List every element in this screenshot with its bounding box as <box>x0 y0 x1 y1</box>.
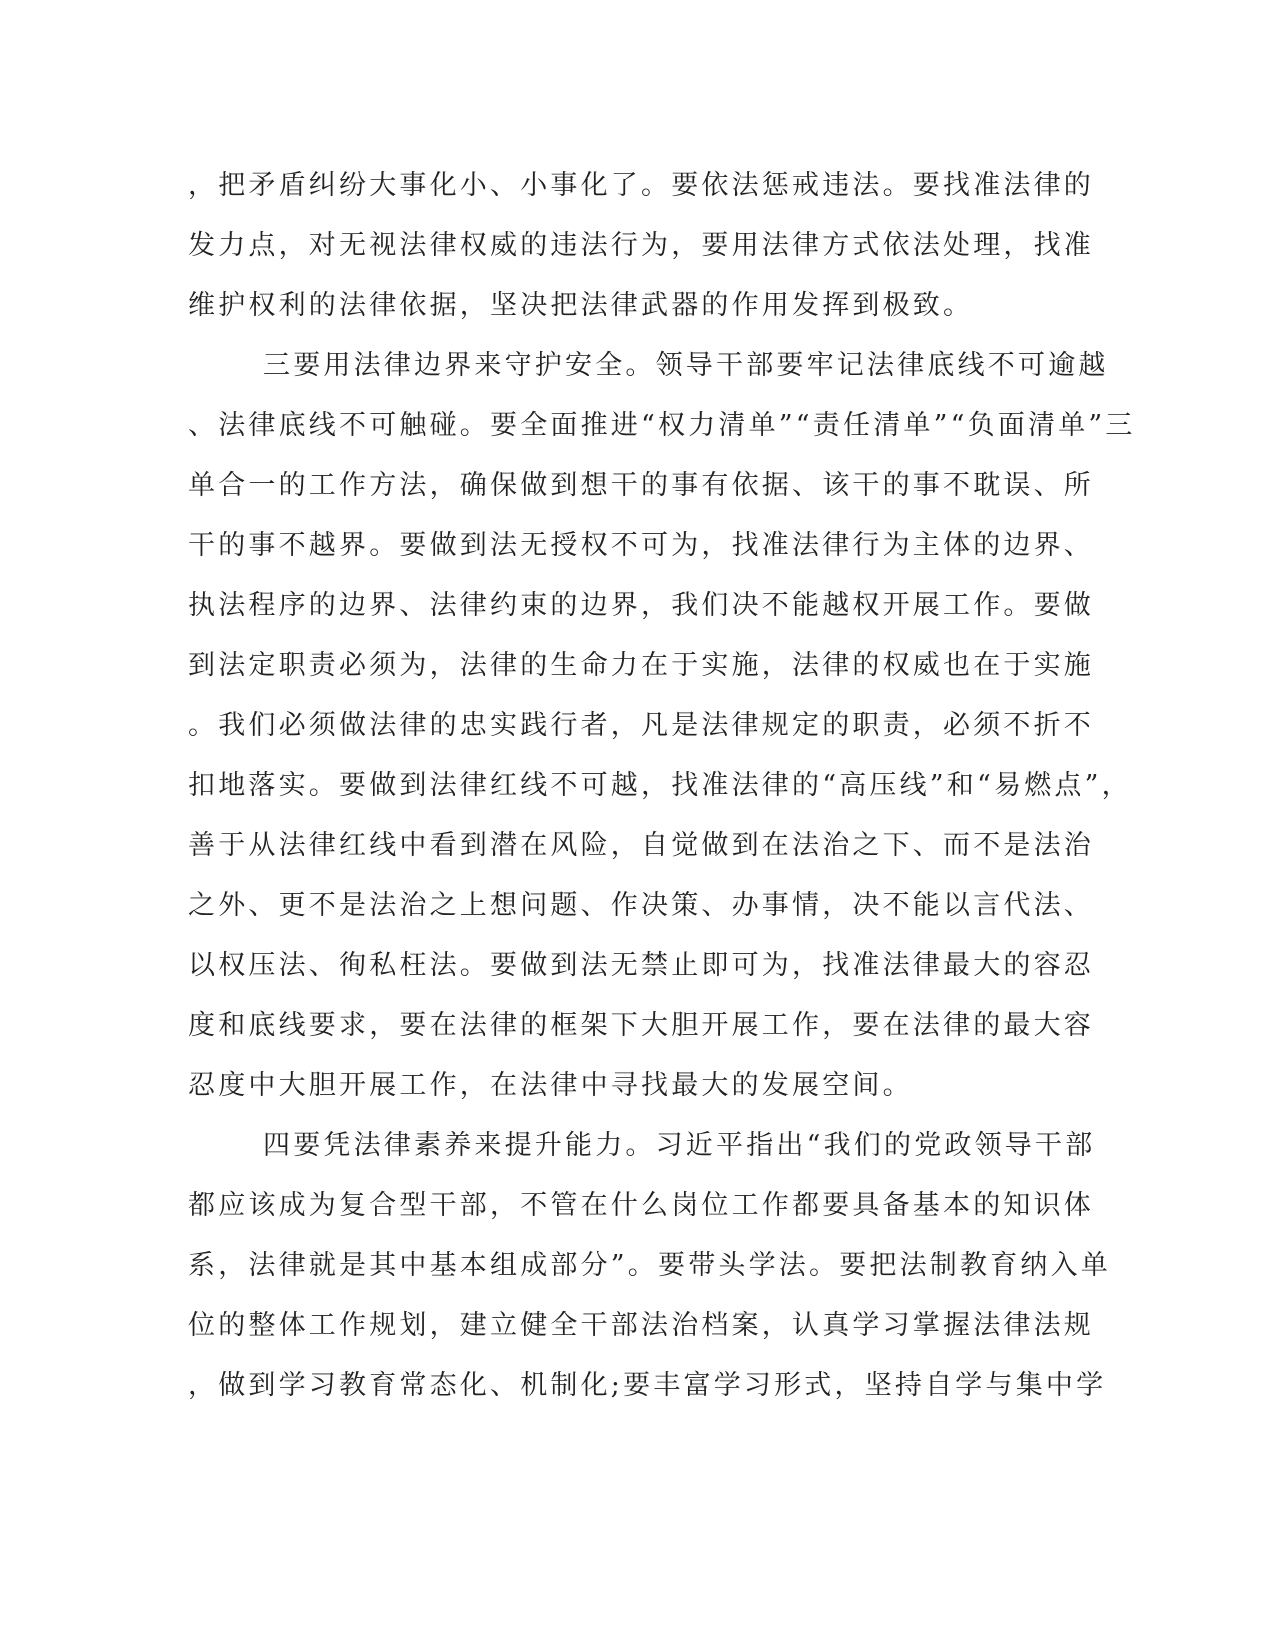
text-line: 执法程序的边界、法律约束的边界，我们决不能越权开展工作。要做 <box>188 590 1094 621</box>
text-line: 都应该成为复合型干部，不管在什么岗位工作都要具备基本的知识体 <box>188 1190 1094 1221</box>
text-line: ，把矛盾纠纷大事化小、小事化了。要依法惩戒违法。要找准法律的 <box>188 170 1094 201</box>
text-line: 到法定职责必须为，法律的生命力在于实施，法律的权威也在于实施 <box>188 650 1094 681</box>
paragraph-start-line: 四要凭法律素养来提升能力。习近平指出“我们的党政领导干部 <box>263 1130 1096 1161</box>
paragraph-start-line: 三要用法律边界来守护安全。领导干部要牢记法律底线不可逾越 <box>263 350 1109 381</box>
text-line: 系，法律就是其中基本组成部分”。要带头学法。要把法制教育纳入单 <box>188 1250 1112 1281</box>
text-line: 善于从法律红线中看到潜在风险，自觉做到在法治之下、而不是法治 <box>188 830 1094 861</box>
text-line: 发力点，对无视法律权威的违法行为，要用法律方式依法处理，找准 <box>188 230 1094 261</box>
text-line: ，做到学习教育常态化、机制化;要丰富学习形式，坚持自学与集中学 <box>188 1370 1107 1401</box>
text-line: 维护权利的法律依据，坚决把法律武器的作用发挥到极致。 <box>188 290 974 321</box>
text-line: 度和底线要求，要在法律的框架下大胆开展工作，要在法律的最大容 <box>188 1010 1094 1041</box>
text-line: 扣地落实。要做到法律红线不可越，找准法律的“高压线”和“易燃点”， <box>188 770 1132 801</box>
text-line: 、法律底线不可触碰。要全面推进“权力清单”“责任清单”“负面清单”三 <box>188 410 1136 441</box>
body-text <box>188 168 1136 1428</box>
text-line: 之外、更不是法治之上想问题、作决策、办事情，决不能以言代法、 <box>188 890 1094 921</box>
text-line: 。我们必须做法律的忠实践行者，凡是法律规定的职责，必须不折不 <box>188 710 1094 741</box>
text-line: 单合一的工作方法，确保做到想干的事有依据、该干的事不耽误、所 <box>188 470 1094 501</box>
text-line: 以权压法、徇私枉法。要做到法无禁止即可为，找准法律最大的容忍 <box>188 950 1094 981</box>
text-line: 干的事不越界。要做到法无授权不可为，找准法律行为主体的边界、 <box>188 530 1094 561</box>
text-line: 位的整体工作规划，建立健全干部法治档案，认真学习掌握法律法规 <box>188 1310 1094 1341</box>
text-line: 忍度中大胆开展工作，在法律中寻找最大的发展空间。 <box>188 1070 913 1101</box>
